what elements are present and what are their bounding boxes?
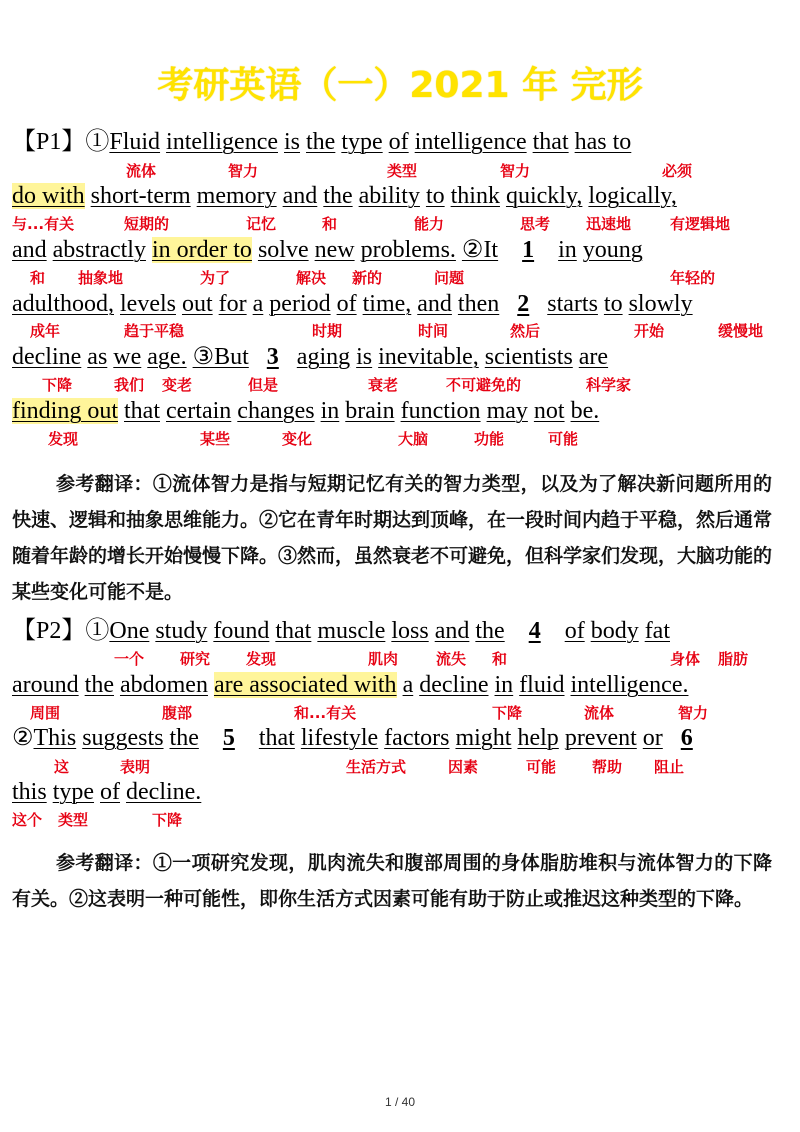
gloss: 下降 bbox=[492, 704, 523, 722]
gloss: 下降 bbox=[152, 811, 183, 829]
p2-line-4 bbox=[12, 778, 201, 806]
word: that bbox=[258, 725, 295, 751]
word: help bbox=[517, 725, 559, 751]
blank-number: 2 bbox=[517, 291, 530, 317]
gloss: 智力 bbox=[678, 704, 709, 722]
word: levels bbox=[120, 291, 176, 317]
gloss: 身体 bbox=[670, 650, 701, 668]
p2-line-2 bbox=[12, 671, 688, 699]
gloss: 类型 bbox=[58, 811, 89, 829]
word: and bbox=[417, 291, 452, 317]
word: time, bbox=[362, 291, 412, 317]
blank-number: 3 bbox=[266, 344, 279, 370]
word: of bbox=[100, 779, 121, 805]
word: intelligence bbox=[166, 129, 278, 155]
gloss: 开始 bbox=[634, 322, 665, 340]
word: intelligence. bbox=[570, 672, 689, 698]
sentence-number: ① bbox=[85, 618, 110, 644]
word: the bbox=[323, 183, 353, 209]
gloss: 可能 bbox=[526, 758, 557, 776]
word: adulthood, bbox=[12, 291, 114, 317]
gloss: 帮助 bbox=[592, 758, 623, 776]
word: short-term bbox=[90, 183, 191, 209]
p1-line-3 bbox=[12, 236, 643, 264]
gloss: 有逻辑地 bbox=[670, 215, 731, 233]
word: of bbox=[388, 129, 409, 155]
word: starts bbox=[547, 291, 598, 317]
word: is bbox=[284, 129, 301, 155]
gloss: 缓慢地 bbox=[718, 322, 764, 340]
word: the bbox=[475, 618, 505, 644]
gloss: 新的 bbox=[352, 269, 383, 287]
gloss: 和...有关 bbox=[294, 704, 357, 722]
gloss: 可能 bbox=[548, 430, 579, 448]
gloss: 脂肪 bbox=[718, 650, 749, 668]
gloss: 趋于平稳 bbox=[124, 322, 185, 340]
word: Fluid bbox=[109, 129, 161, 155]
translation-label: 参考翻译： bbox=[56, 852, 153, 874]
gloss: 思考 bbox=[520, 215, 551, 233]
word: are bbox=[578, 344, 609, 370]
word: memory bbox=[196, 183, 277, 209]
word: type bbox=[341, 129, 383, 155]
word: ③But bbox=[192, 344, 249, 370]
word: a bbox=[252, 291, 264, 317]
sentence-number: ② bbox=[12, 725, 34, 751]
page-number: 1 / 40 bbox=[384, 1095, 416, 1109]
gloss: 因素 bbox=[448, 758, 479, 776]
word: be. bbox=[570, 398, 600, 424]
gloss: 这个 bbox=[12, 811, 43, 829]
gloss: 流失 bbox=[436, 650, 467, 668]
word: changes bbox=[237, 398, 315, 424]
highlighted-phrase: do with bbox=[12, 183, 85, 209]
p1-line-5 bbox=[12, 343, 608, 371]
word: may bbox=[486, 398, 528, 424]
gloss: 衰老 bbox=[368, 376, 399, 394]
highlighted-phrase: finding out bbox=[12, 398, 118, 424]
word: new bbox=[314, 237, 355, 263]
word: scientists bbox=[484, 344, 573, 370]
translation-text: ①一项研究发现，肌肉流失和腹部周围的身体脂肪堆积与流体智力的下降有关。②这表明一种可能性，即你生活方式因素可能有助于防止或推迟这种类型的下降。 bbox=[12, 852, 772, 910]
gloss: 流体 bbox=[584, 704, 615, 722]
word: decline. bbox=[126, 779, 202, 805]
translation-label: 参考翻译： bbox=[56, 473, 153, 495]
word: that bbox=[532, 129, 569, 155]
word: that bbox=[275, 618, 312, 644]
word: decline bbox=[12, 344, 82, 370]
gloss: 肌肉 bbox=[368, 650, 399, 668]
word: young bbox=[582, 237, 643, 263]
word: brain bbox=[345, 398, 395, 424]
blank-number: 5 bbox=[222, 725, 235, 751]
gloss: 问题 bbox=[434, 269, 465, 287]
gloss: 智力 bbox=[500, 162, 531, 180]
word: function bbox=[400, 398, 481, 424]
word: solve bbox=[257, 237, 309, 263]
word: abdomen bbox=[119, 672, 208, 698]
word: to bbox=[425, 183, 445, 209]
word: that bbox=[124, 398, 160, 424]
word: loss bbox=[391, 618, 429, 644]
word: found bbox=[213, 618, 270, 644]
blank-number: 1 bbox=[522, 237, 535, 263]
gloss: 记忆 bbox=[246, 215, 277, 233]
word: this bbox=[12, 779, 47, 805]
word: and bbox=[282, 183, 318, 209]
sentence-number: ① bbox=[85, 129, 110, 155]
p2-line-3 bbox=[12, 724, 693, 752]
blank-number: 4 bbox=[528, 618, 541, 644]
gloss: 为了 bbox=[200, 269, 231, 287]
word: in bbox=[320, 398, 340, 424]
word: type bbox=[52, 779, 95, 805]
word: period bbox=[269, 291, 331, 317]
gloss: 然后 bbox=[510, 322, 541, 340]
word: factors bbox=[384, 725, 450, 751]
gloss: 生活方式 bbox=[346, 758, 407, 776]
word: certain bbox=[166, 398, 232, 424]
gloss: 必须 bbox=[662, 162, 693, 180]
gloss: 周围 bbox=[30, 704, 61, 722]
gloss: 研究 bbox=[180, 650, 211, 668]
word: logically, bbox=[588, 183, 677, 209]
word: abstractly bbox=[52, 237, 146, 263]
word: decline bbox=[419, 672, 489, 698]
word: or bbox=[642, 725, 663, 751]
gloss: 表明 bbox=[120, 758, 151, 776]
gloss: 下降 bbox=[42, 376, 73, 394]
word: problems. bbox=[360, 237, 456, 263]
gloss: 阻止 bbox=[654, 758, 685, 776]
word: has to bbox=[574, 129, 632, 155]
paragraph-label: 【P2】 bbox=[12, 618, 86, 644]
word: is bbox=[356, 344, 373, 370]
word: then bbox=[457, 291, 500, 317]
gloss: 智力 bbox=[228, 162, 259, 180]
p1-line-2 bbox=[12, 182, 677, 210]
gloss: 和 bbox=[492, 650, 508, 668]
p2-line-1 bbox=[12, 617, 670, 645]
gloss: 某些 bbox=[200, 430, 231, 448]
word: This bbox=[33, 725, 77, 751]
word: to bbox=[603, 291, 623, 317]
word: and bbox=[434, 618, 470, 644]
word: aging bbox=[296, 344, 351, 370]
gloss: 腹部 bbox=[162, 704, 193, 722]
gloss: 能力 bbox=[414, 215, 445, 233]
word: think bbox=[450, 183, 500, 209]
gloss: 迅速地 bbox=[586, 215, 632, 233]
word: out bbox=[181, 291, 213, 317]
translation-text: ①流体智力是指与短期记忆有关的智力类型，以及为了解决新问题所用的快速、逻辑和抽象思维能力。②它在青年时期达到顶峰，在一段时间内趋于平稳，然后通常随着年龄的增长开始慢慢下降。③然而，虽然衰老不可避免，但科学家们发现，大脑功能的某些变化可能不是。 bbox=[12, 473, 773, 603]
gloss: 功能 bbox=[474, 430, 505, 448]
gloss: 和 bbox=[30, 269, 46, 287]
word: fluid bbox=[519, 672, 565, 698]
p2-translation bbox=[12, 845, 772, 917]
gloss: 大脑 bbox=[398, 430, 429, 448]
word: the bbox=[306, 129, 336, 155]
word: ability bbox=[358, 183, 420, 209]
gloss: 类型 bbox=[387, 162, 418, 180]
paragraph-label: 【P1】 bbox=[12, 129, 86, 155]
word: ②It bbox=[461, 237, 499, 263]
word: around bbox=[12, 672, 79, 698]
gloss: 科学家 bbox=[586, 376, 632, 394]
word: we bbox=[113, 344, 142, 370]
word: the bbox=[169, 725, 199, 751]
gloss: 时期 bbox=[312, 322, 343, 340]
gloss: 我们 bbox=[114, 376, 145, 394]
gloss: 与...有关 bbox=[12, 215, 75, 233]
word: for bbox=[218, 291, 247, 317]
word: and bbox=[12, 237, 47, 263]
gloss: 变化 bbox=[282, 430, 313, 448]
highlighted-phrase: are associated with bbox=[213, 672, 397, 698]
p1-translation bbox=[12, 466, 772, 610]
gloss: 时间 bbox=[418, 322, 449, 340]
gloss: 但是 bbox=[248, 376, 279, 394]
gloss: 一个 bbox=[114, 650, 145, 668]
gloss: 年轻的 bbox=[670, 269, 716, 287]
gloss: 发现 bbox=[48, 430, 79, 448]
gloss: 抽象地 bbox=[78, 269, 124, 287]
word: not bbox=[533, 398, 565, 424]
word: age. bbox=[147, 344, 187, 370]
gloss: 流体 bbox=[126, 162, 157, 180]
page-title: 考研英语（一）2021 年 完形 bbox=[157, 65, 643, 106]
word: of bbox=[564, 618, 585, 644]
word: fat bbox=[644, 618, 670, 644]
word: slowly bbox=[628, 291, 693, 317]
gloss: 变老 bbox=[162, 376, 193, 394]
word: in bbox=[558, 237, 577, 263]
word: quickly, bbox=[505, 183, 583, 209]
word: lifestyle bbox=[300, 725, 379, 751]
gloss: 和 bbox=[322, 215, 338, 233]
gloss: 成年 bbox=[30, 322, 61, 340]
word: a bbox=[402, 672, 414, 698]
word: body bbox=[590, 618, 639, 644]
gloss: 不可避免的 bbox=[446, 376, 522, 394]
word: might bbox=[455, 725, 512, 751]
word: the bbox=[84, 672, 114, 698]
gloss: 发现 bbox=[246, 650, 277, 668]
gloss: 这 bbox=[54, 758, 70, 776]
blank-number: 6 bbox=[680, 725, 693, 751]
word: study bbox=[155, 618, 208, 644]
word: prevent bbox=[564, 725, 637, 751]
p1-line-4 bbox=[12, 290, 693, 318]
gloss: 短期的 bbox=[124, 215, 170, 233]
word: One bbox=[109, 618, 150, 644]
word: as bbox=[87, 344, 108, 370]
p1-line-6 bbox=[12, 397, 599, 425]
word: inevitable, bbox=[378, 344, 479, 370]
word: muscle bbox=[317, 618, 386, 644]
word: suggests bbox=[82, 725, 164, 751]
word: of bbox=[336, 291, 357, 317]
word: intelligence bbox=[414, 129, 527, 155]
highlighted-phrase: in order to bbox=[151, 237, 252, 263]
p1-line-1 bbox=[12, 128, 631, 156]
word: in bbox=[494, 672, 514, 698]
gloss: 解决 bbox=[296, 269, 327, 287]
